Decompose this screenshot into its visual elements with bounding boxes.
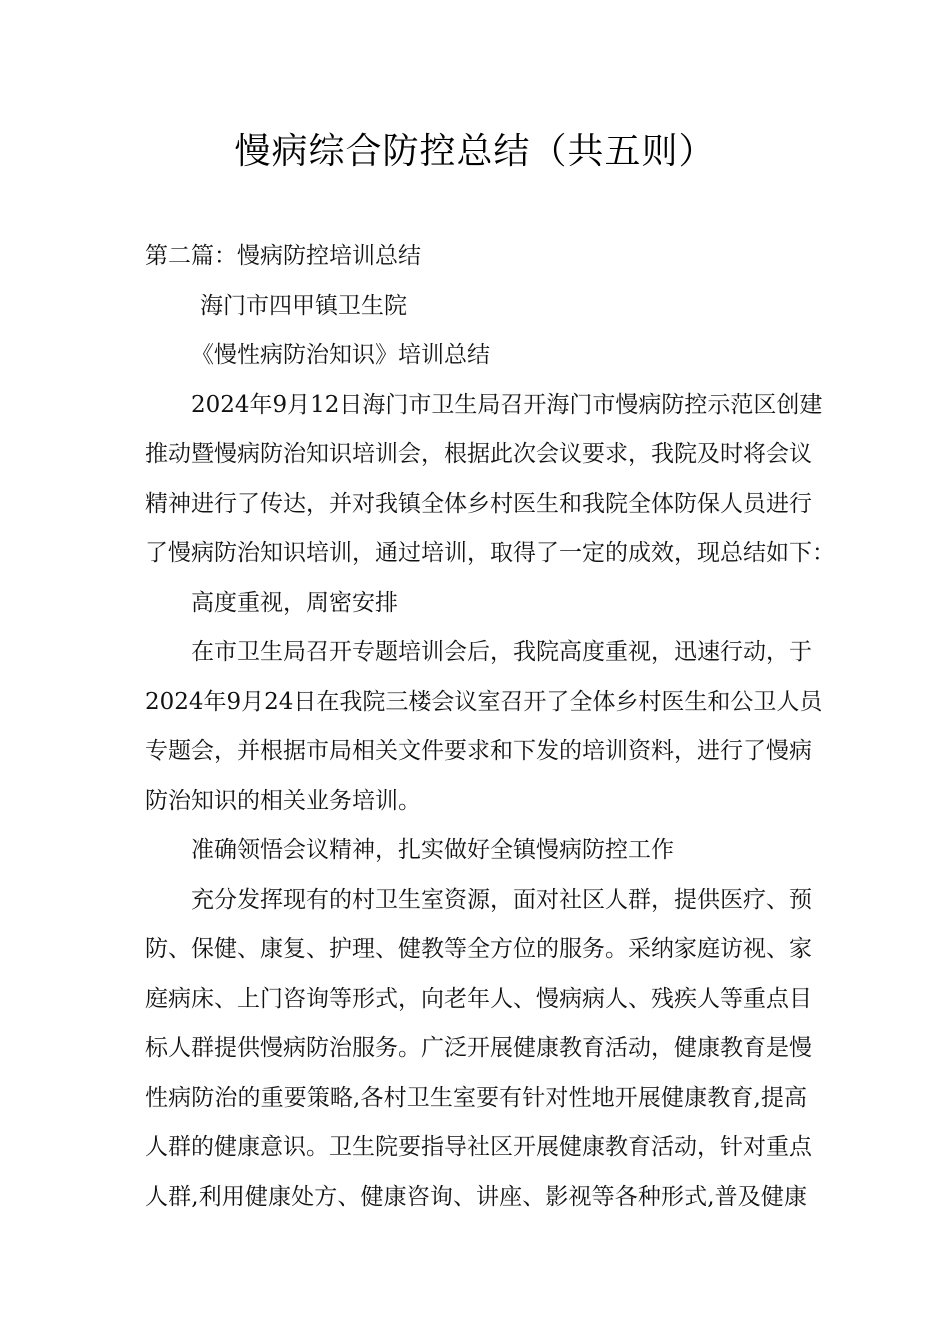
training-subtitle: 《慢性病防治知识》培训总结	[191, 342, 490, 368]
section-heading: 第二篇：慢病防控培训总结	[145, 243, 421, 269]
paragraph-2-line: 防治知识的相关业务培训。	[145, 787, 421, 814]
paragraph-1-line: 推动暨慢病防治知识培训会，根据此次会议要求，我院及时将会议	[145, 441, 812, 467]
paragraph-3-line: 性病防治的重要策略,各村卫生室要有针对性地开展健康教育,提高	[145, 1084, 807, 1111]
paragraph-1	[145, 381, 835, 579]
paragraph-3-line: 人群,利用健康处方、健康咨询、讲座、影视等各种形式,普及健康	[145, 1183, 807, 1210]
heading-2: 准确领悟会议精神，扎实做好全镇慢病防控工作	[191, 837, 674, 863]
document-body	[145, 232, 835, 1222]
document-title: 慢病综合防控总结（共五则）	[234, 131, 716, 172]
paragraph-2	[145, 628, 823, 826]
paragraph-3-line: 防、保健、康复、护理、健教等全方位的服务。采纳家庭访视、家	[145, 936, 812, 962]
paragraph-2-line: 专题会，并根据市局相关文件要求和下发的培训资料，进行了慢病	[145, 738, 812, 764]
paragraph-3-line: 标人群提供慢病防治服务。广泛开展健康教育活动，健康教育是慢	[145, 1035, 812, 1061]
organization-name: 海门市四甲镇卫生院	[200, 292, 407, 319]
paragraph-3-line: 充分发挥现有的村卫生室资源，面对社区人群，提供医疗、预	[191, 886, 812, 913]
paragraph-3-line: 庭病床、上门咨询等形式，向老年人、慢病病人、残疾人等重点目	[145, 985, 812, 1012]
heading-1: 高度重视，周密安排	[191, 589, 398, 616]
paragraph-1-line: 了慢病防治知识培训，通过培训，取得了一定的成效，现总结如下：	[145, 540, 835, 566]
paragraph-1-line: 2024年9月12日海门市卫生局召开海门市慢病防控示范区创建	[191, 391, 823, 418]
paragraph-2-line: 2024年9月24日在我院三楼会议室召开了全体乡村医生和公卫人员	[145, 688, 823, 715]
paragraph-3-line: 人群的健康意识。卫生院要指导社区开展健康教育活动，针对重点	[145, 1134, 812, 1160]
paragraph-1-line: 精神进行了传达，并对我镇全体乡村医生和我院全体防保人员进行	[145, 490, 812, 517]
paragraph-3	[145, 876, 812, 1223]
paragraph-2-line: 在市卫生局召开专题培训会后，我院高度重视，迅速行动，于	[191, 639, 812, 665]
